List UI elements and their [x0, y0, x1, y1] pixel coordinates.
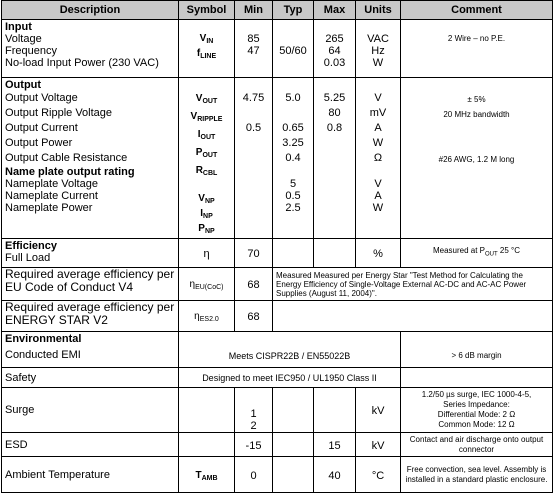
vout-comment: ± 5% [467, 95, 486, 104]
vin-min: 85 [247, 33, 260, 45]
eu-min: 68 [247, 279, 260, 291]
efficiency-fullload-row [2, 239, 553, 268]
env-surge-row [2, 388, 553, 433]
ambient-min: 0 [250, 469, 257, 482]
pout-typ: 3.25 [282, 137, 304, 149]
noload-unit: W [372, 57, 384, 69]
es-min-cell [235, 301, 273, 332]
rcbl-typ: 0.4 [285, 152, 301, 164]
env-esd-row [2, 433, 553, 457]
surge-desc: Surge [5, 404, 35, 416]
rcbl-unit: Ω [373, 152, 383, 164]
vout-min: 4.75 [242, 92, 265, 104]
iout-symbol: $I_{OUT}$ [197, 129, 216, 141]
es-desc-cell [2, 301, 179, 332]
eff-unit: % [373, 248, 383, 260]
surge-comment-1: 1.2/50 µs surge, IEC 1000-4-5, [421, 390, 532, 399]
pout-unit: W [372, 137, 384, 149]
fline-max: 64 [328, 45, 341, 57]
ambient-unit: °C [371, 469, 385, 482]
emi-comment: > 6 dB margin [401, 332, 553, 368]
section-title-input: Input [5, 21, 32, 33]
rcbl-symbol: $R_{CBL}$ [195, 165, 218, 177]
iout-typ: 0.65 [282, 122, 304, 134]
col-header-comment: Comment [401, 1, 553, 20]
input-typ-cell [273, 20, 314, 78]
input-voltage-desc: Voltage [5, 33, 42, 45]
input-frequency-desc: Frequency [5, 45, 57, 57]
input-sym-cell [179, 20, 235, 78]
es-desc: Required average efficiency per ENERGY STAR V2 [5, 300, 175, 327]
output-comment-cell [401, 78, 553, 239]
eu-span-text: Measured Measured per Energy Star "Test Method for Calculating the Energy Efficiency of Single-Voltage External AC-DC and AC-AC Power Supplies (August 11, 2004)". [273, 268, 553, 301]
section-title-efficiency: Efficiency [5, 240, 57, 252]
ambient-comment: Free convection, sea level. Assembly is installed in a standard plastic enclosure. [401, 457, 553, 493]
eff-desc-cell [2, 239, 179, 268]
col-header-symbol: Symbol [179, 1, 235, 20]
fline-min: 47 [247, 45, 260, 57]
section-title-output: Output [5, 79, 42, 91]
efficiency-eu-row [2, 268, 553, 301]
section-title-environmental: Environmental [5, 333, 82, 345]
pnp-typ: 2.5 [285, 202, 301, 214]
input-comment-cell [401, 20, 553, 78]
fline-symbol: $f_{LINE}$ [196, 48, 217, 60]
eff-min: 70 [247, 248, 260, 260]
fline-typ: 50/60 [279, 45, 307, 57]
surge-comment-3: Differential Mode: 2 Ω [437, 410, 516, 419]
input-min-cell [235, 20, 273, 78]
nameplate-title: Name plate output rating [5, 166, 135, 178]
eta-symbol: η [203, 248, 210, 260]
ambient-desc: Ambient Temperature [5, 468, 110, 481]
inp-unit: A [374, 190, 382, 202]
vripple-unit: mV [369, 107, 387, 119]
emi-span-text: Meets CISPR22B / EN55022B [179, 332, 401, 368]
iout-unit: A [374, 122, 382, 134]
vnp-symbol: $V_{NP}$ [198, 193, 215, 205]
output-desc-cell [2, 78, 179, 239]
output-cable-desc: Output Cable Resistance [5, 152, 128, 164]
pnp-symbol: $P_{NP}$ [198, 223, 215, 235]
safety-desc: Safety [5, 371, 37, 384]
input-section [2, 20, 553, 78]
pout-symbol: $P_{OUT}$ [195, 147, 218, 159]
col-header-units: Units [356, 1, 401, 20]
efficiency-es-row [2, 301, 553, 332]
full-load-desc: Full Load [5, 252, 51, 264]
noload-max: 0.03 [323, 57, 346, 69]
vout-unit: V [374, 92, 382, 104]
eu-min-cell [235, 268, 273, 301]
emi-desc-cell [2, 332, 179, 368]
vin-max: 265 [325, 33, 344, 45]
esd-comment: Contact and air discharge onto output connector [401, 433, 553, 457]
inp-typ: 0.5 [285, 190, 301, 202]
vripple-comment: 20 MHz bandwidth [443, 110, 510, 119]
vin-unit: VAC [367, 33, 389, 45]
safety-span-text: Designed to meet IEC950 / UL1950 Class II [179, 368, 401, 388]
output-current-desc: Output Current [5, 122, 78, 134]
vout-max: 5.25 [323, 92, 346, 104]
rcbl-comment: #26 AWG, 1.2 M long [438, 155, 515, 164]
output-ripple-desc: Output Ripple Voltage [5, 107, 113, 119]
vout-symbol: $V_{OUT}$ [195, 93, 218, 105]
noload-power-desc: No-load Input Power (230 VAC) [5, 57, 159, 69]
tamb-symbol: $T_{AMB}$ [195, 469, 218, 482]
esd-max: 15 [328, 439, 341, 452]
eff-comment-cell: Measured at $P_{OUT}$ 25 °C [401, 239, 553, 268]
output-max-cell [314, 78, 356, 239]
vnp-typ: 5 [289, 178, 297, 190]
input-desc-cell [2, 20, 179, 78]
eu-desc: Required average efficiency per EU Code of Conduct V4 [5, 267, 175, 294]
pnp-unit: W [372, 202, 384, 214]
vripple-symbol: $V_{RIPPLE}$ [190, 111, 223, 123]
col-header-min: Min [235, 1, 273, 20]
output-voltage-desc: Output Voltage [5, 92, 78, 104]
es-sym-cell: $\eta_{ES2.0}$ [179, 301, 235, 332]
env-ambient-row [2, 457, 553, 493]
col-header-description: Description [2, 1, 179, 20]
surge-min-1: 1 [250, 408, 257, 420]
input-unit-cell [356, 20, 401, 78]
output-unit-cell [356, 78, 401, 239]
inp-symbol: $I_{NP}$ [200, 208, 213, 220]
specification-table [1, 0, 553, 493]
output-power-desc: Output Power [5, 137, 73, 149]
surge-comment-4: Common Mode: 12 Ω [438, 420, 515, 429]
ambient-max: 40 [328, 469, 341, 482]
env-emi-row [2, 332, 553, 368]
fline-unit: Hz [371, 45, 385, 57]
table-header-row [2, 1, 553, 20]
input-max-cell [314, 20, 356, 78]
col-header-max: Max [314, 1, 356, 20]
vout-typ: 5.0 [285, 92, 301, 104]
eff-sym-cell [179, 239, 235, 268]
esd-desc: ESD [5, 438, 28, 451]
surge-unit: kV [371, 405, 385, 417]
surge-comment-2: Series Impedance: [443, 400, 510, 409]
surge-min-2: 2 [250, 420, 257, 432]
env-safety-row [2, 368, 553, 388]
vin-comment: 2 Wire – no P.E. [447, 34, 506, 43]
vripple-max: 80 [328, 107, 341, 119]
vnp-unit: V [374, 178, 382, 190]
eu-desc-cell [2, 268, 179, 301]
emi-desc: Conducted EMI [5, 349, 81, 361]
es-min: 68 [247, 311, 260, 323]
vin-symbol: $V_{IN}$ [199, 33, 214, 45]
output-typ-cell [273, 78, 314, 239]
esd-unit: kV [371, 439, 385, 452]
output-sym-cell [179, 78, 235, 239]
output-min-cell [235, 78, 273, 239]
iout-max: 0.8 [326, 122, 343, 134]
eu-sym-cell: $\eta_{EU(CoC)}$ [179, 268, 235, 301]
nameplate-current-desc: Nameplate Current [5, 190, 98, 202]
eff-unit-cell [356, 239, 401, 268]
eff-min-cell [235, 239, 273, 268]
col-header-typ: Typ [273, 1, 314, 20]
nameplate-power-desc: Nameplate Power [5, 202, 93, 214]
iout-min: 0.5 [245, 122, 262, 134]
esd-min: -15 [245, 439, 262, 452]
output-section [2, 78, 553, 239]
nameplate-voltage-desc: Nameplate Voltage [5, 178, 98, 190]
